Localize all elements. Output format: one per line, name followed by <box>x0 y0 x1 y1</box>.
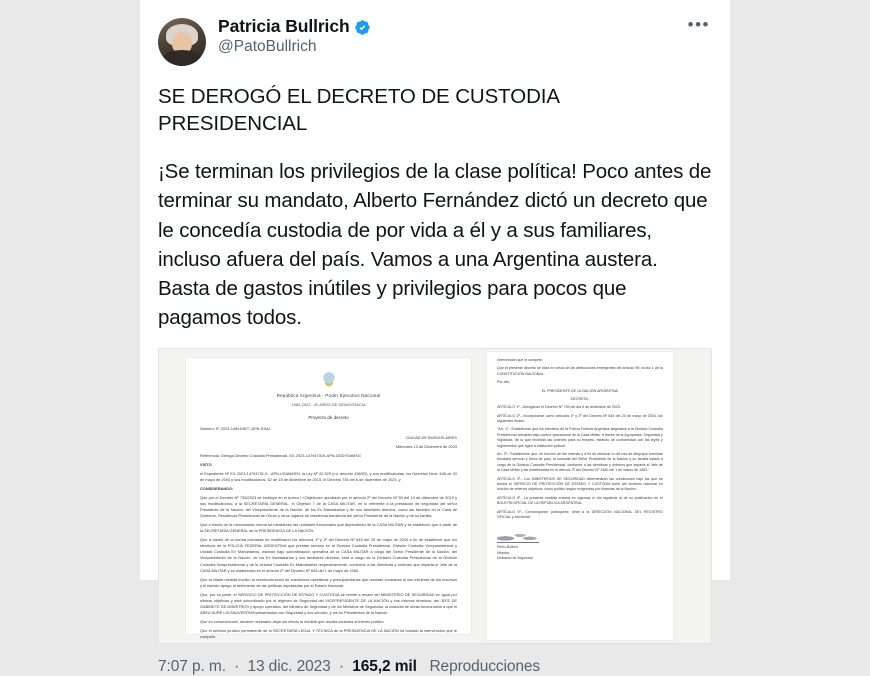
doc-right-constitucion-note: Que el presente decreto se dicta en virtud de las atribuciones emergentes del artículo 99, inciso 1 de la CONSTITUCIÓN NACIONAL. <box>497 366 663 376</box>
doc-body-paragraph: Que, por su parte, el SERVICIO DE PROTECCIÓN DE ESTADO Y CUSTODIA se remite a recaer del MINISTERIO DE SEGURIDAD en igual por ultimas objetivas y está subordinado por el régimen de Seguridad del VICEPRESIDENTE DE LA NACIÓN y sus mismos términos, del JEFE DE GABINETE DE MINISTROS y apoyo operativo, del Ministro de Seguridad y de los Ministros de Seguridad, la custodia de obras funcionarios a que el ÁREA SURÉ LIA SAUVERÓNS/presentados con Seguridad y sus servicio, y los ex Presidentes de la Nación. <box>200 591 458 615</box>
signature-scribble-icon <box>497 530 539 543</box>
doc-right-article: ARTÍCULO 1º.- Deróganse el Decreto Nº 735 del día 6 de diciembre de 2023. <box>497 405 621 410</box>
document-page-left <box>185 357 472 639</box>
signature-name: Pérez Bullrich <box>497 545 518 550</box>
tweet-header <box>158 10 712 66</box>
author-names <box>218 16 371 57</box>
doc-right-decreta: DECRETA: <box>570 396 589 401</box>
views-count: 165,2 mil <box>352 657 417 675</box>
doc-fecha: Miércoles 13 de Diciembre de 2023 <box>395 443 458 449</box>
doc-visto-body: el Expediente Nº EX-2023-14794731-9 - APN-USAM#SSI, la Ley Nº 22.520 (t.o. decreto 438/92), y sus modificatorias, los Decretos Nros. 645 de 20 de mayo de 2004 y sus modificatorios, 52 de 15 de diciembre de 2015, el Decreto 735 del 6 de diciembre de 2023, y <box>200 470 458 482</box>
tweet-headline: SE DEROGÓ EL DECRETO DE CUSTODIA PRESIDENCIAL <box>158 85 559 135</box>
doc-body-paragraph: Que la citada medida implicó la reestructuración de cuestiones operativas y presupuestarias que resultan contrarias al uso eficiente de los recursos y el estricto apego al detrimento de las políticas impulsadas por el Estado Nacional. <box>200 576 458 588</box>
doc-numero: Número: IF-2023-149415877-APN-SSAJ <box>200 425 271 431</box>
national-crest-icon <box>321 372 337 390</box>
more-options-icon[interactable]: ••• <box>687 15 710 34</box>
tweet-card <box>140 0 730 675</box>
signature-role: Ministra <box>497 550 509 555</box>
display-name-row[interactable] <box>218 16 371 37</box>
doc-body-paragraph: Que el servicio jurídico permanente de la SECRETARÍA LEGAL Y TÉCNICA de la PRESIDENCIA DE LA NACIÓN ha tomado la intervención que le compete. <box>200 627 458 639</box>
doc-type: Proyecto de decreto <box>308 414 349 420</box>
avatar-body <box>162 50 202 66</box>
doc-right-article: ARTÍCULO 4º.- La presente medida entrará en vigencia el día siguiente al de su publicación en el BOLETÍN OFICIAL DE LA REPÚBLICA ARGENTINA. <box>497 495 663 506</box>
views-label: Reproducciones <box>429 657 541 675</box>
doc-referencia: Referencia: Deroga Decreto Custodia Presidencial. EX-2023-147947319-APN-DGDYD#MSG <box>200 452 361 458</box>
user-handle: @PatoBullrich <box>218 38 317 56</box>
doc-ciudad: CIUDAD DE BUENOS AIRES <box>405 434 458 440</box>
doc-right-por-ello: Por ello, <box>497 380 511 385</box>
doc-body-paragraph: Que por el Decreto Nº 735/2023 se instituyó en el Anexo I «Objetivos» aprobado por el artículo 2º del Decreto Nº 50 del 19 de diciembre de 2019 y sus modificatorios, a la SECRETARÍA GENERAL, el Objetivo 7 de la CASA MILITAR, en lo referente a la prestación de seguridad del señor Presidente de la Nación, del Vicepresidente de la Nación, de los Ex Mandatarios y de sus familiares directos, como así también en la Casa de Gobierno, Residencia Presidencial de Olivos y otros lugares de residencia transitoria del señor Presidente de la Nación y de su familia. <box>200 495 458 519</box>
doc-right-article: "Art. 1º.- Establécese que los efectivos de la Policía Federal Argentina asignados a la División Custodia Presidencial actuarán bajo control operacional de la Casa Militar, a través de la Agrupación Seguridad y Vigilancia, de la que recibirán las órdenes para su empleo, estando de conformidad con las leyes y reglamentos que rigen a institución policial. <box>497 427 663 448</box>
doc-right-article: ARTÍCULO 3º.- Los MINISTERIOS DE SEGURIDAD determinarán las condiciones bajo las que se tendrá el SERVICIO DE PROTECCIÓN DE ESTADO Y CUSTODIA fuere del territorio nacional en función de criterios objetivos, costo político según exigencias por finanzas de la Nación. <box>497 476 663 492</box>
tweet-time: 7:07 p. m. <box>158 657 226 675</box>
doc-visto-title: VISTO <box>200 461 212 467</box>
tweet-date: 13 dic. 2023 <box>247 657 331 675</box>
tweet-paragraph: ¡Se terminan los privilegios de la clase política! Poco antes de terminar su mandato, Alberto Fernández dictó un decreto que le concedía custodia de por vida a él y a sus familiares, incluso afuera del país. Vamos a una Argentina austera. Basta de gastos inútiles y privilegios para pocos que pagamos todos. <box>158 160 712 329</box>
signature-org: Ministerio de Seguridad <box>497 556 533 561</box>
doc-header-line-1: República Argentina - Poder Ejecutivo Nacional <box>276 392 381 398</box>
attached-document-image[interactable] <box>158 348 712 644</box>
tweet-body <box>158 84 712 644</box>
document-page-right <box>486 351 674 641</box>
doc-body-paragraph: Que a través de la mencionada norma se establecen las unidades funcionales que dependerán de la CASA MILITAR y se estableció que a partir de la SECRETARÍA GENERAL de la PRESIDENCIA DE LA NACIÓN. <box>200 522 458 534</box>
doc-body-paragraph: Que a través de la norma precitada se modificaron los artículos 1º y 2º del Decreto Nº 645 del 20 de mayo de 2004 a fin de establecer que los efectivos de la POLICÍA FEDERAL ARGENTINA que prestan servicio en la División Custodia Presidencial, División Custodia Vicepresidencial y Unidad Custodia Ex Mandatarios, estarán bajo subordinación operativa de la CASA MILITAR a cargo del Señor Presidente de la Nación, del Vicepresidente de la Nación, de los Ex Mandatarios y sus familiares directos, está a cargo de la División Custodia Presidencial de la División Custodia Vicepresidencial y de la Unidad Custodia Ex Mandatarios respectivamente, conforme a las directivas y órdenes que imparta el Jefe de la CASA MILITAR y se establecida en el artículo 2º del Decreto Nº 645 del 1 de mayo de 1983. <box>200 537 458 573</box>
footer-separator-2: · <box>338 657 344 675</box>
doc-right-article: Art. 2º.- Establécese que, en función de las mismas y a fin de efectuar lo del uso de despojos mientras brindaba servicio y fuera de país, la custodia del Señor Presidente de la Nación y su familia estará a cargo de la División Custodia Presidencial, conforme a las directivas y órdenes que imparta el Jefe de la Casa Militar y las establecidas en el artículo 2º del Decreto Nº 2480 del 1 de marzo de 1983." <box>497 452 663 473</box>
doc-header-line-2: 1983-2023 - 40 AÑOS DE DEMOCRACIA <box>291 401 366 407</box>
doc-signature-block <box>497 530 663 561</box>
doc-considerando-title: CONSIDERANDO: <box>200 486 234 492</box>
footer-separator-1: · <box>234 657 240 675</box>
doc-right-header-note: intervención que le compete. <box>497 357 543 362</box>
verified-badge-icon <box>354 19 371 36</box>
doc-right-article: ARTÍCULO 2º.- Incorpóranse como artículos 1º y 2º del Decreto Nº 645 del 20 de mayo de 2004, los siguientes textos: <box>497 413 663 424</box>
doc-body-paragraph: Que en consecuencia, deviene necesario dejar sin efecto la medida que resulta contraria al interés público. <box>200 618 385 624</box>
doc-right-presidente-line: EL PRESIDENTE DE LA NACIÓN ARGENTINA <box>541 388 618 393</box>
display-name: Patricia Bullrich <box>218 16 350 36</box>
avatar[interactable] <box>158 18 206 66</box>
tweet-footer <box>158 658 712 676</box>
doc-right-article: ARTÍCULO 5º.- Comuníquese, publíquese, dese a la DIRECCIÓN NACIONAL DEL REGISTRO OFICIAL y archívese. <box>497 509 663 519</box>
